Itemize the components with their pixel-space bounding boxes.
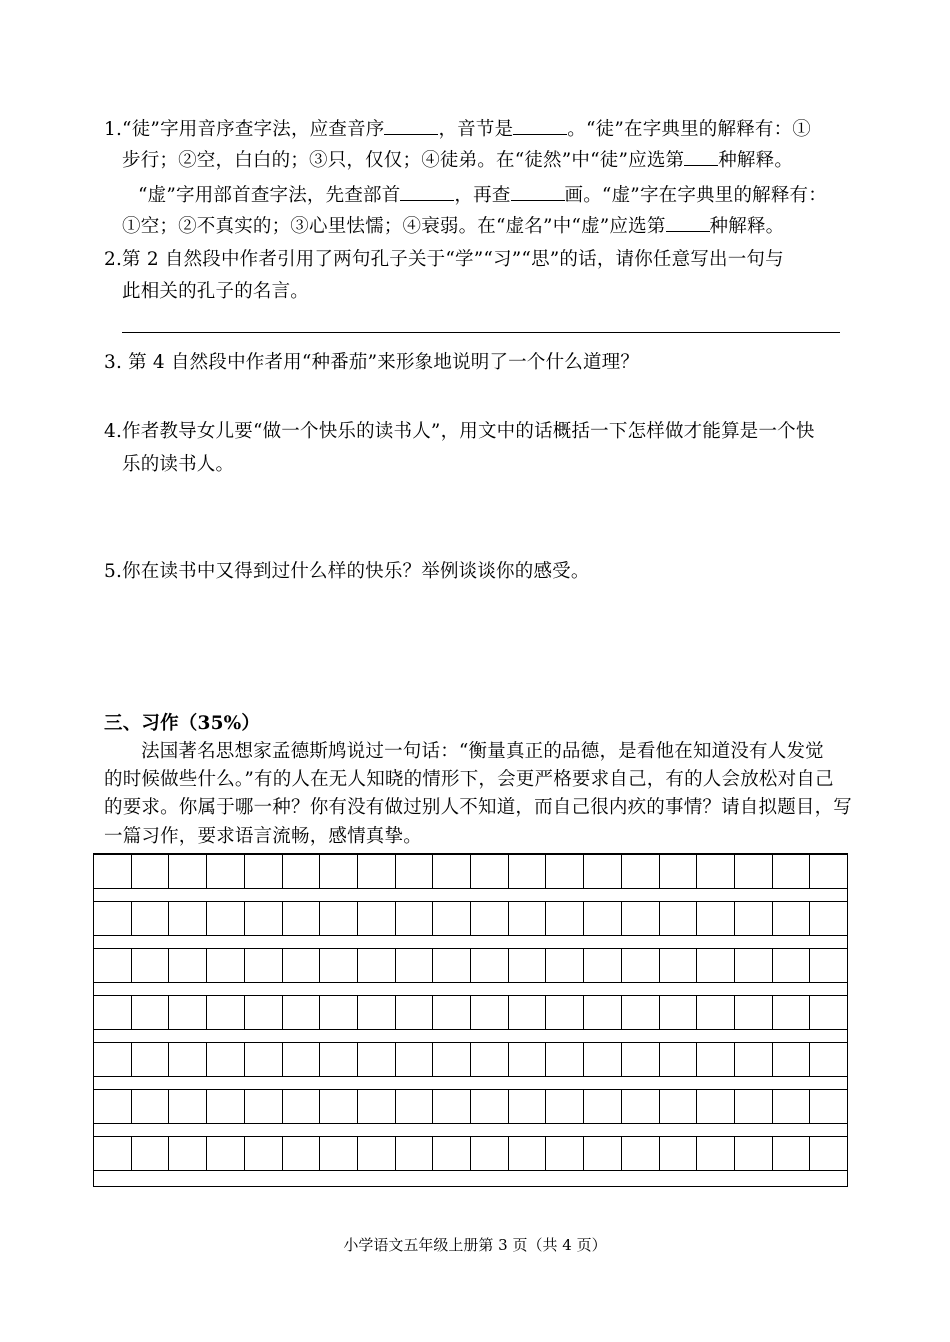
q1-line-2: 步行；②空，白白的；③只，仅仅；④徒弟。在“徒然”中“徒”应选第 种解释。: [122, 147, 793, 173]
grid-cell[interactable]: [697, 949, 735, 982]
grid-cell[interactable]: [697, 1137, 735, 1170]
grid-cell[interactable]: [509, 1137, 547, 1170]
grid-cell[interactable]: [169, 996, 207, 1029]
grid-cell[interactable]: [546, 1090, 584, 1123]
grid-cell[interactable]: [245, 1090, 283, 1123]
grid-cell[interactable]: [169, 1090, 207, 1123]
grid-cell[interactable]: [622, 1137, 660, 1170]
grid-row: [94, 948, 847, 983]
grid-cell[interactable]: [584, 1090, 622, 1123]
grid-cell[interactable]: [207, 855, 245, 888]
composition-prompt-line-3: 的要求。你属于哪一种？你有没有做过别人不知道，而自己很内疚的事情？请自拟题目，写: [104, 797, 853, 818]
grid-cell[interactable]: [94, 1090, 132, 1123]
grid-cell[interactable]: [471, 1043, 509, 1076]
grid-cell[interactable]: [735, 996, 773, 1029]
grid-cell[interactable]: [810, 1090, 847, 1123]
grid-cell[interactable]: [584, 855, 622, 888]
grid-cell[interactable]: [132, 902, 170, 935]
grid-cell[interactable]: [660, 1090, 698, 1123]
grid-cell[interactable]: [320, 1043, 358, 1076]
grid-cell[interactable]: [169, 902, 207, 935]
grid-cell[interactable]: [283, 1090, 321, 1123]
grid-cell[interactable]: [471, 902, 509, 935]
grid-cell[interactable]: [622, 1090, 660, 1123]
grid-cell[interactable]: [169, 1043, 207, 1076]
grid-cell[interactable]: [735, 1137, 773, 1170]
grid-cell[interactable]: [773, 855, 811, 888]
grid-cell[interactable]: [169, 855, 207, 888]
grid-cell[interactable]: [810, 1043, 847, 1076]
q1-line-1: 1.“徒”字用音序查字法，应查音序 ，音节是 。“徒”在字典里的解释有：①: [104, 116, 811, 142]
q1-hua-blank[interactable]: [511, 182, 565, 201]
grid-cell[interactable]: [283, 1043, 321, 1076]
grid-row: [94, 1042, 847, 1077]
grid-cell[interactable]: [132, 996, 170, 1029]
grid-cell[interactable]: [546, 1137, 584, 1170]
q1-bushou-blank[interactable]: [400, 182, 454, 201]
grid-cell[interactable]: [433, 1043, 471, 1076]
q1-tu-choice-blank[interactable]: [684, 147, 718, 166]
q2-line-1: 2.第 2 自然段中作者引用了两句孔子关于“学”“习”“思”的话，请你任意写出一句与: [104, 249, 784, 270]
q5-line: 5.你在读书中又得到过什么样的快乐？举例谈谈你的感受。: [104, 561, 590, 582]
grid-cell[interactable]: [697, 996, 735, 1029]
grid-cell[interactable]: [283, 902, 321, 935]
grid-cell[interactable]: [622, 902, 660, 935]
grid-cell[interactable]: [320, 996, 358, 1029]
grid-cell[interactable]: [320, 949, 358, 982]
grid-cell[interactable]: [660, 949, 698, 982]
grid-cell[interactable]: [433, 1090, 471, 1123]
grid-cell[interactable]: [396, 996, 434, 1029]
grid-cell[interactable]: [622, 996, 660, 1029]
grid-cell[interactable]: [810, 1137, 847, 1170]
grid-cell[interactable]: [94, 996, 132, 1029]
grid-cell[interactable]: [471, 1090, 509, 1123]
grid-cell[interactable]: [94, 902, 132, 935]
grid-cell[interactable]: [546, 855, 584, 888]
grid-cell[interactable]: [773, 1090, 811, 1123]
grid-cell[interactable]: [509, 855, 547, 888]
grid-cell[interactable]: [132, 949, 170, 982]
grid-cell[interactable]: [320, 855, 358, 888]
grid-cell[interactable]: [207, 996, 245, 1029]
grid-cell[interactable]: [245, 902, 283, 935]
grid-cell[interactable]: [660, 996, 698, 1029]
grid-cell[interactable]: [207, 1090, 245, 1123]
grid-cell[interactable]: [207, 902, 245, 935]
grid-cell[interactable]: [245, 949, 283, 982]
grid-cell[interactable]: [207, 1043, 245, 1076]
grid-row: [94, 995, 847, 1030]
grid-cell[interactable]: [169, 949, 207, 982]
grid-cell[interactable]: [94, 949, 132, 982]
q3-line: 3. 第 4 自然段中作者用“种番茄”来形象地说明了一个什么道理？: [104, 352, 640, 373]
grid-cell[interactable]: [132, 855, 170, 888]
grid-cell[interactable]: [546, 1043, 584, 1076]
grid-cell[interactable]: [358, 1043, 396, 1076]
grid-cell[interactable]: [584, 1137, 622, 1170]
composition-heading: 三、习作（35%）: [104, 713, 261, 734]
grid-cell[interactable]: [735, 949, 773, 982]
grid-cell[interactable]: [320, 1137, 358, 1170]
composition-prompt-line-2: 的时候做些什么。”有的人在无人知晓的情形下，会更严格要求自己，有的人会放松对自己: [104, 769, 834, 790]
q1-yinxu-blank[interactable]: [384, 116, 438, 135]
q1-yinjie-blank[interactable]: [513, 116, 567, 135]
grid-cell[interactable]: [735, 1090, 773, 1123]
grid-cell[interactable]: [773, 1043, 811, 1076]
grid-cell[interactable]: [735, 855, 773, 888]
composition-prompt-line-1: 法国著名思想家孟德斯鸠说过一句话：“衡量真正的品德，是看他在知道没有人发觉: [141, 741, 824, 762]
grid-cell[interactable]: [509, 1043, 547, 1076]
grid-cell[interactable]: [283, 949, 321, 982]
grid-cell[interactable]: [94, 1137, 132, 1170]
grid-cell[interactable]: [358, 1137, 396, 1170]
grid-cell[interactable]: [509, 1090, 547, 1123]
grid-cell[interactable]: [396, 855, 434, 888]
q2-answer-line[interactable]: [122, 332, 840, 333]
composition-prompt-line-4: 一篇习作，要求语言流畅，感情真挚。: [104, 826, 422, 847]
grid-cell[interactable]: [207, 949, 245, 982]
grid-cell[interactable]: [773, 949, 811, 982]
grid-cell[interactable]: [471, 1137, 509, 1170]
grid-cell[interactable]: [245, 855, 283, 888]
grid-cell[interactable]: [735, 902, 773, 935]
grid-cell[interactable]: [810, 949, 847, 982]
grid-cell[interactable]: [810, 855, 847, 888]
grid-cell[interactable]: [697, 1090, 735, 1123]
grid-row: [94, 1089, 847, 1124]
grid-cell[interactable]: [396, 949, 434, 982]
grid-cell[interactable]: [773, 902, 811, 935]
grid-cell[interactable]: [358, 855, 396, 888]
grid-cell[interactable]: [433, 996, 471, 1029]
grid-cell[interactable]: [509, 902, 547, 935]
grid-cell[interactable]: [396, 1043, 434, 1076]
grid-cell[interactable]: [622, 855, 660, 888]
grid-cell[interactable]: [283, 855, 321, 888]
grid-cell[interactable]: [773, 1137, 811, 1170]
grid-cell[interactable]: [697, 902, 735, 935]
grid-cell[interactable]: [622, 949, 660, 982]
grid-cell[interactable]: [810, 996, 847, 1029]
grid-cell[interactable]: [471, 996, 509, 1029]
q1-line-3: “虚”字用部首查字法，先查部首 ，再查 画。“虚”字在字典里的解释有：: [138, 182, 827, 208]
grid-cell[interactable]: [207, 1137, 245, 1170]
grid-cell[interactable]: [358, 996, 396, 1029]
grid-cell[interactable]: [169, 1137, 207, 1170]
page-footer: 小学语文五年级上册第 3 页（共 4 页）: [343, 1236, 607, 1254]
grid-cell[interactable]: [132, 1043, 170, 1076]
grid-cell[interactable]: [584, 1043, 622, 1076]
grid-cell[interactable]: [358, 1090, 396, 1123]
grid-cell[interactable]: [773, 996, 811, 1029]
grid-row: [94, 854, 847, 889]
grid-cell[interactable]: [546, 996, 584, 1029]
grid-cell[interactable]: [584, 902, 622, 935]
grid-cell[interactable]: [396, 1090, 434, 1123]
grid-cell[interactable]: [245, 1043, 283, 1076]
grid-cell[interactable]: [283, 996, 321, 1029]
grid-cell[interactable]: [283, 1137, 321, 1170]
grid-cell[interactable]: [433, 1137, 471, 1170]
q1-xu-choice-blank[interactable]: [666, 213, 710, 232]
grid-cell[interactable]: [584, 996, 622, 1029]
q4-line-1: 4.作者教导女儿要“做一个快乐的读书人”，用文中的话概括一下怎样做才能算是一个快: [104, 421, 815, 442]
grid-cell[interactable]: [735, 1043, 773, 1076]
grid-cell[interactable]: [358, 949, 396, 982]
grid-cell[interactable]: [94, 1043, 132, 1076]
grid-cell[interactable]: [471, 949, 509, 982]
grid-cell[interactable]: [132, 1137, 170, 1170]
grid-cell[interactable]: [509, 949, 547, 982]
q2-line-2: 此相关的孔子的名言。: [122, 281, 310, 302]
grid-cell[interactable]: [546, 949, 584, 982]
grid-cell[interactable]: [433, 949, 471, 982]
grid-cell[interactable]: [358, 902, 396, 935]
grid-row: [94, 1136, 847, 1171]
grid-cell[interactable]: [546, 902, 584, 935]
grid-cell[interactable]: [660, 902, 698, 935]
composition-writing-grid[interactable]: [93, 853, 848, 1187]
grid-cell[interactable]: [471, 855, 509, 888]
grid-cell[interactable]: [320, 1090, 358, 1123]
grid-cell[interactable]: [132, 1090, 170, 1123]
grid-cell[interactable]: [584, 949, 622, 982]
grid-cell[interactable]: [396, 1137, 434, 1170]
grid-cell[interactable]: [697, 1043, 735, 1076]
grid-cell[interactable]: [94, 855, 132, 888]
grid-cell[interactable]: [433, 902, 471, 935]
grid-cell[interactable]: [697, 855, 735, 888]
grid-cell[interactable]: [622, 1043, 660, 1076]
grid-cell[interactable]: [396, 902, 434, 935]
q4-line-2: 乐的读书人。: [122, 454, 235, 475]
grid-cell[interactable]: [660, 1043, 698, 1076]
q1-line-4: ①空；②不真实的；③心里怯懦；④衰弱。在“虚名”中“虚”应选第 种解释。: [122, 213, 784, 239]
grid-cell[interactable]: [245, 1137, 283, 1170]
grid-cell[interactable]: [660, 855, 698, 888]
grid-cell[interactable]: [810, 902, 847, 935]
grid-row: [94, 901, 847, 936]
grid-cell[interactable]: [433, 855, 471, 888]
grid-cell[interactable]: [660, 1137, 698, 1170]
grid-cell[interactable]: [245, 996, 283, 1029]
grid-cell[interactable]: [320, 902, 358, 935]
grid-cell[interactable]: [509, 996, 547, 1029]
